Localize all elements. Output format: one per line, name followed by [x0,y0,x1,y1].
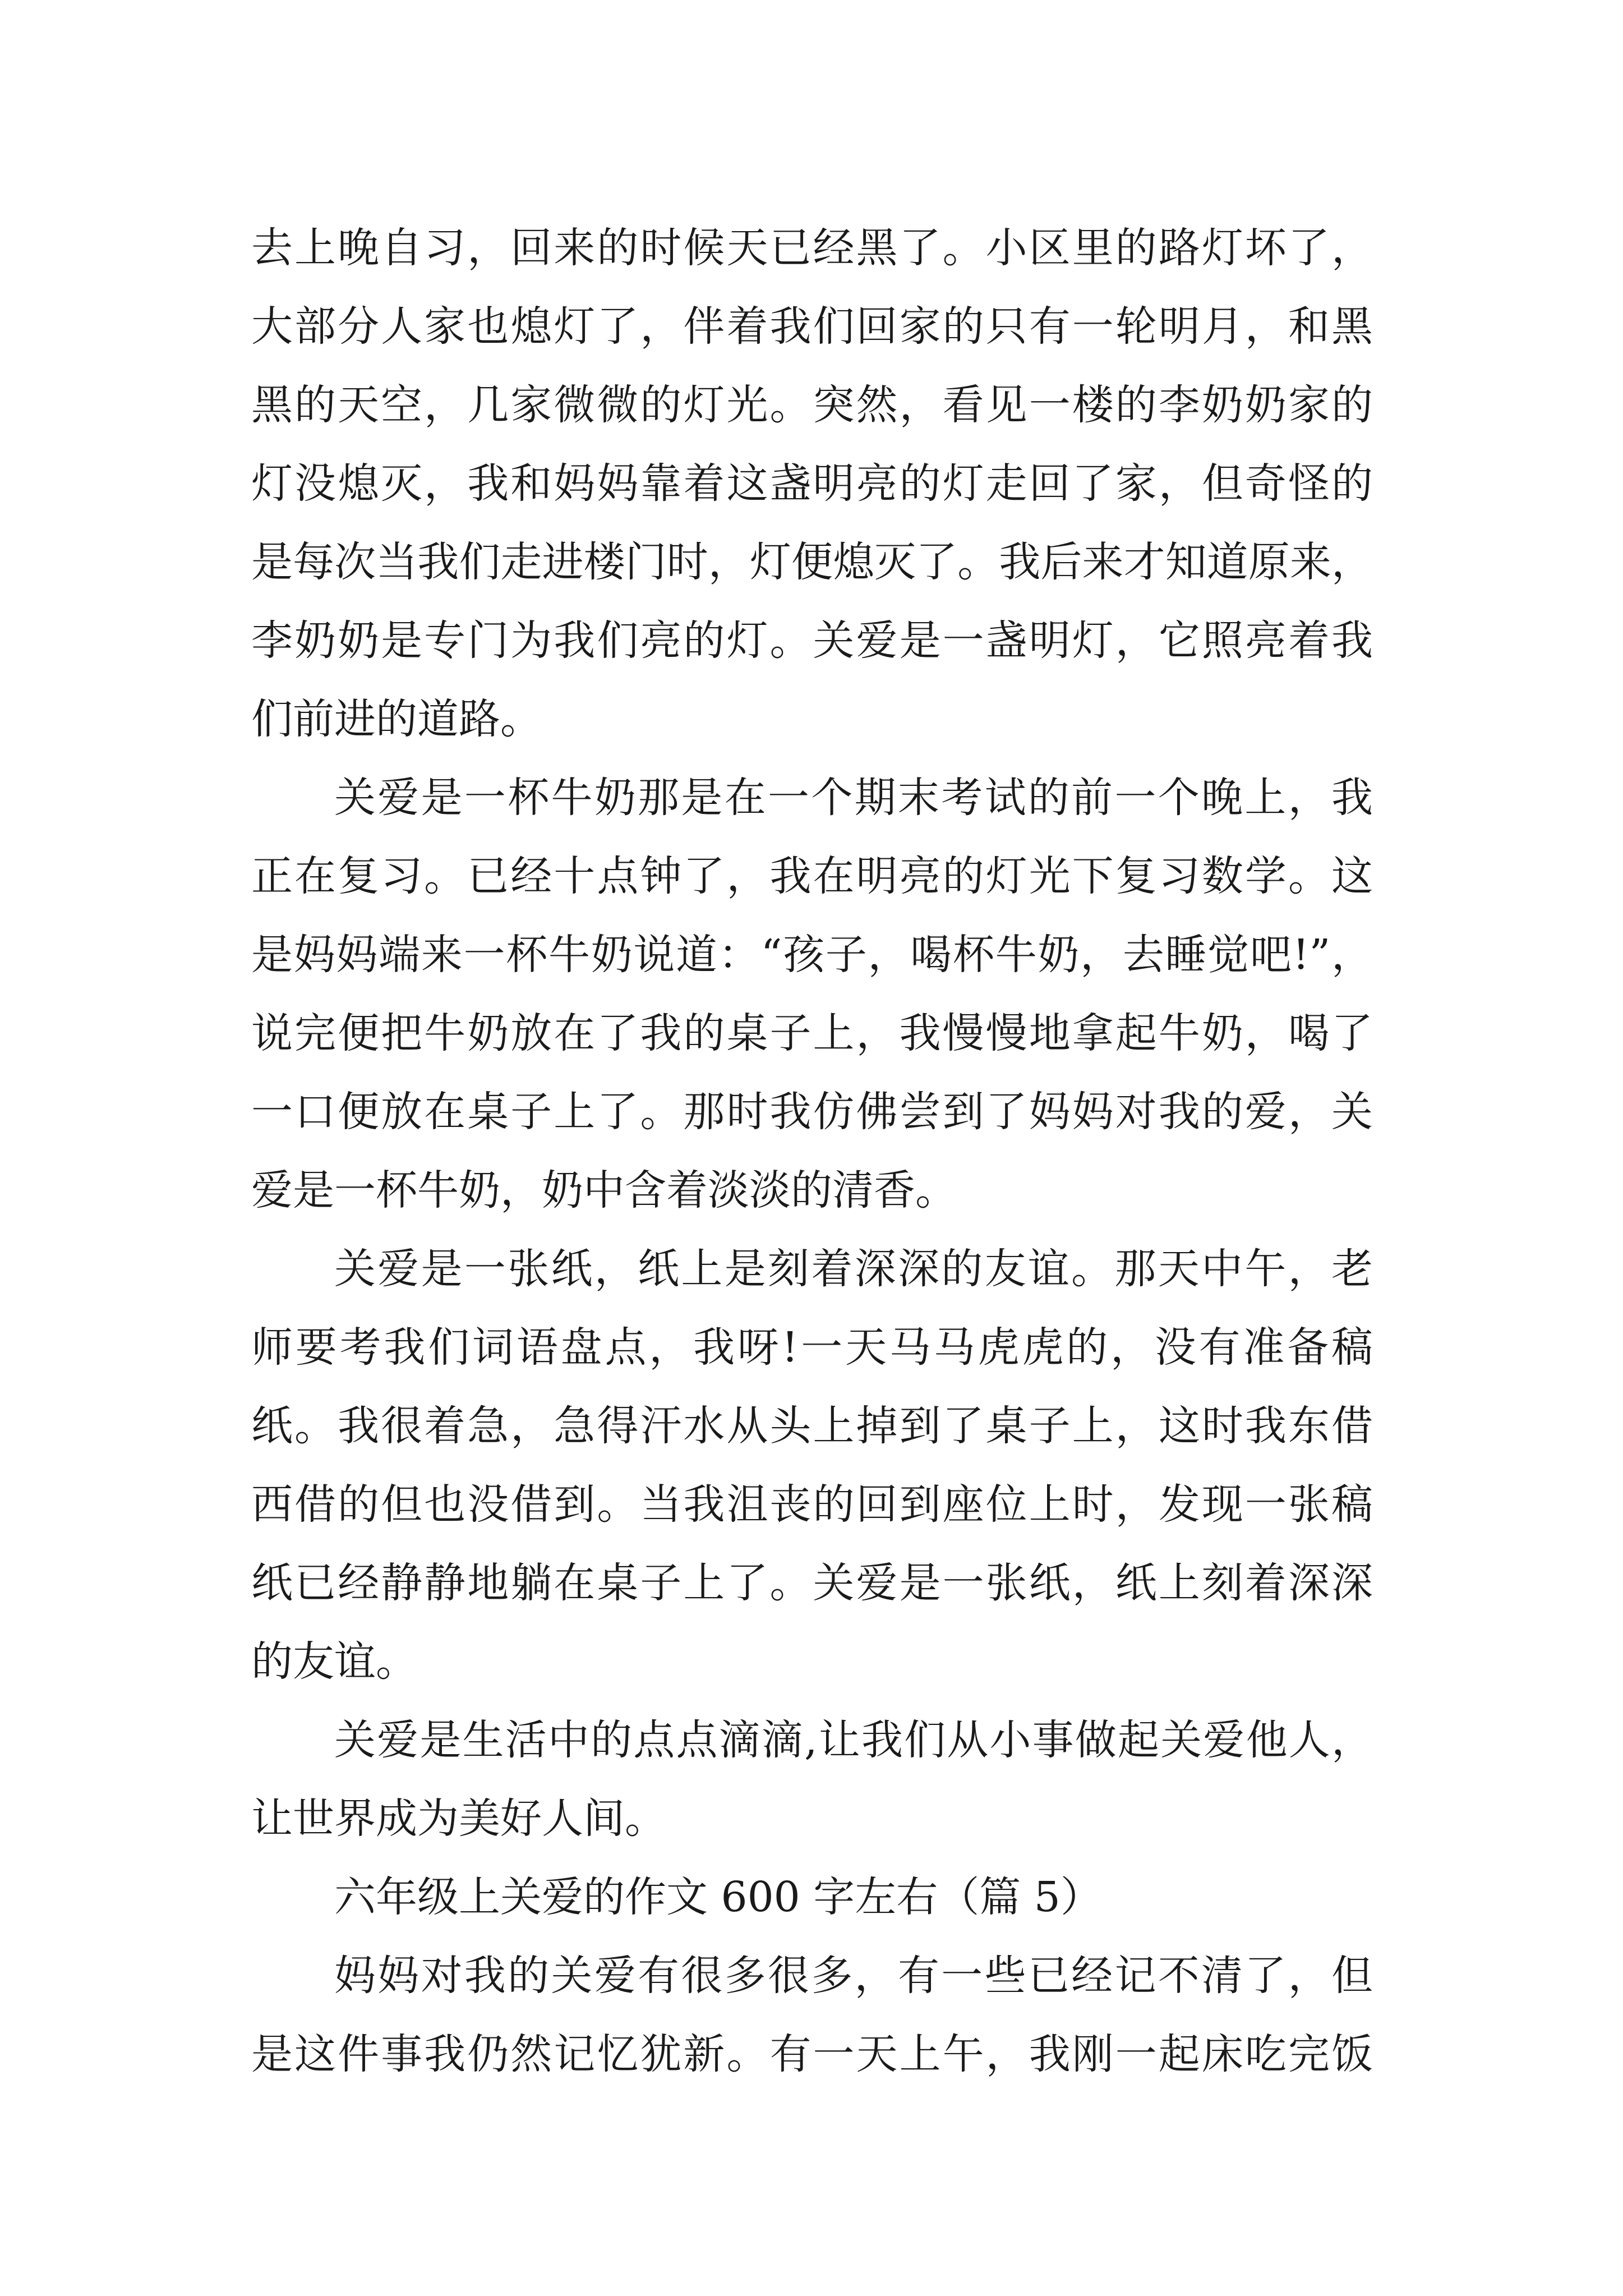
section-heading: 六年级上关爱的作文 600 字左右（篇 5） [334,1873,1102,1921]
text-line: 西借的但也没借到。当我沮丧的回到座位上时，发现一张稿 [251,1480,1373,1529]
paragraph-first-line: 关爱是一杯牛奶那是在一个期末考试的前一个晚上，我 [334,774,1373,822]
text-line: 让世界成为美好人间。 [251,1795,666,1843]
text-line: 是妈妈端来一杯牛奶说道：“孩子，喝杯牛奶，去睡觉吧!”， [251,931,1373,979]
text-line: 爱是一杯牛奶，奶中含着淡淡的清香。 [251,1166,957,1214]
text-line: 去上晚自习，回来的时候天已经黑了。小区里的路灯坏了， [251,224,1373,272]
text-line: 说完便把牛奶放在了我的桌子上，我慢慢地拿起牛奶，喝了 [251,1009,1373,1057]
text-line: 师要考我们词语盘点，我呀!一天马马虎虎的，没有准备稿 [251,1323,1373,1372]
paragraph-first-line: 关爱是一张纸，纸上是刻着深深的友谊。那天中午，老 [334,1245,1373,1293]
text-line: 是每次当我们走进楼门时，灯便熄灭了。我后来才知道原来， [251,538,1373,586]
text-line: 一口便放在桌子上了。那时我仿佛尝到了妈妈对我的爱，关 [251,1088,1373,1136]
text-line: 是这件事我仍然记忆犹新。有一天上午，我刚一起床吃完饭 [251,2030,1373,2078]
text-line: 黑的天空，几家微微的灯光。突然，看见一楼的李奶奶家的 [251,381,1373,429]
text-line: 们前进的道路。 [251,695,542,743]
text-line: 大部分人家也熄灯了，伴着我们回家的只有一轮明月，和黑 [251,302,1373,351]
text-line: 灯没熄灭，我和妈妈靠着这盏明亮的灯走回了家，但奇怪的 [251,459,1373,508]
paragraph-first-line: 关爱是生活中的点点滴滴,让我们从小事做起关爱他人， [334,1716,1373,1764]
text-line: 纸。我很着急，急得汗水从头上掉到了桌子上，这时我东借 [251,1402,1373,1450]
text-line: 的友谊。 [251,1637,417,1686]
text-line: 纸已经静静地躺在桌子上了。关爱是一张纸，纸上刻着深深 [251,1559,1373,1607]
essay-body [251,209,1373,2093]
text-line: 正在复习。已经十点钟了，我在明亮的灯光下复习数学。这 [251,852,1373,900]
text-line: 李奶奶是专门为我们亮的灯。关爱是一盏明灯，它照亮着我 [251,616,1373,665]
paragraph-first-line: 妈妈对我的关爱有很多很多，有一些已经记不清了，但 [334,1952,1373,2000]
